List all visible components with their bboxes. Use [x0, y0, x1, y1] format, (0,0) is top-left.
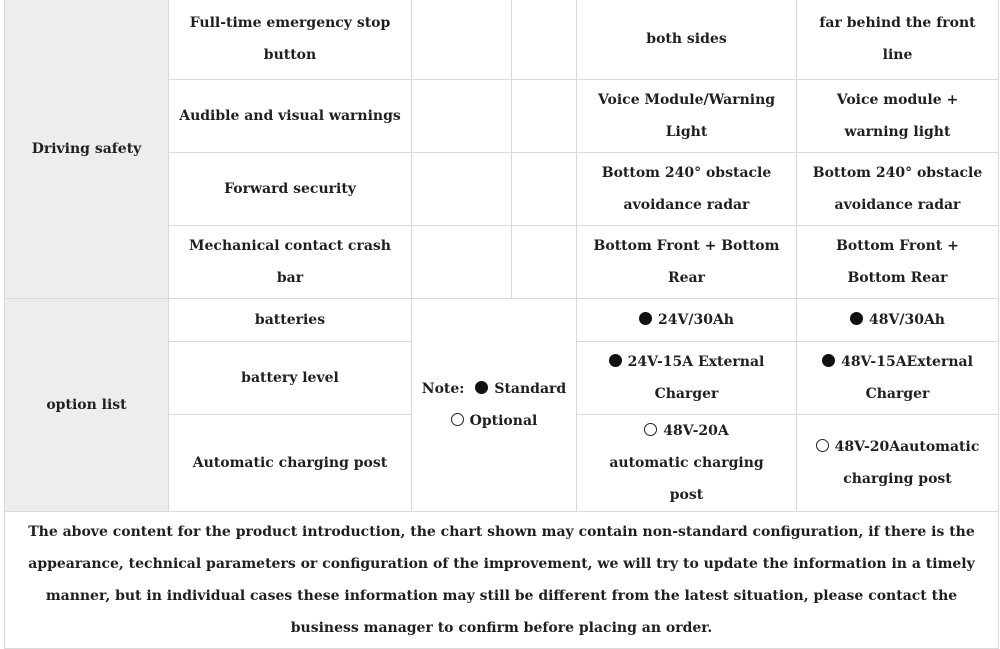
value-cell: Bottom 240° obstacle avoidance radar — [577, 153, 797, 226]
value-cell: Bottom 240° obstacle avoidance radar — [797, 153, 999, 226]
value-cell: Bottom Front + Bottom Rear — [797, 226, 999, 299]
filled-circle-icon — [639, 312, 652, 325]
value-cell — [512, 153, 577, 226]
table-row — [5, 512, 999, 649]
value-text: 24V/30Ah — [658, 312, 734, 328]
value-cell: Voice module + warning light — [797, 80, 999, 153]
filled-circle-icon — [822, 354, 835, 367]
feature-cell: Mechanical contact crash bar — [169, 226, 412, 299]
value-cell — [797, 299, 999, 342]
value-cell — [412, 80, 512, 153]
filled-circle-icon — [609, 354, 622, 367]
legend-standard — [420, 373, 568, 405]
feature-cell: Full-time emergency stop button — [169, 0, 412, 80]
group-label-option-list: option list — [5, 299, 169, 512]
value-text: 48V-20A automatic charging post — [609, 423, 764, 503]
value-cell — [577, 342, 797, 415]
legend-note — [412, 299, 577, 512]
value-cell — [512, 226, 577, 299]
value-text: 48V-15AExternal Charger — [841, 354, 973, 402]
filled-circle-icon — [475, 381, 488, 394]
hollow-circle-icon — [816, 439, 829, 452]
value-cell — [512, 0, 577, 80]
value-cell — [412, 0, 512, 80]
legend-optional — [420, 405, 568, 437]
table-row — [5, 0, 999, 80]
feature-cell: battery level — [169, 342, 412, 415]
value-cell: Voice Module/Warning Light — [577, 80, 797, 153]
legend-prefix: Note: — [421, 381, 465, 397]
spec-table — [4, 0, 999, 649]
group-label-driving-safety: Driving safety — [5, 0, 169, 299]
value-text: 24V-15A External Charger — [627, 354, 765, 402]
value-cell: Bottom Front + Bottom Rear — [577, 226, 797, 299]
hollow-circle-icon — [451, 413, 464, 426]
hollow-circle-icon — [644, 423, 657, 436]
table-row — [5, 299, 999, 342]
feature-cell: Automatic charging post — [169, 415, 412, 512]
value-cell — [797, 342, 999, 415]
value-cell — [512, 80, 577, 153]
value-cell — [577, 299, 797, 342]
value-cell — [412, 226, 512, 299]
value-cell — [577, 415, 797, 512]
feature-cell: Audible and visual warnings — [169, 80, 412, 153]
value-cell — [412, 153, 512, 226]
value-text: 48V-20Aautomatic charging post — [834, 439, 980, 487]
legend-optional-label: Optional — [469, 413, 538, 429]
feature-cell: Forward security — [169, 153, 412, 226]
legend-standard-label: Standard — [494, 381, 567, 397]
footer-notice: The above content for the product introduction, the chart shown may contain non-standard configuration, if there is the appearance, technical parameters or configuration of the improvement, we will try to update the information in a timely manner, but in individual cases these information may still be different from the latest situation, please contact the business manager to confirm before placing an order. — [5, 512, 999, 649]
value-cell — [797, 415, 999, 512]
filled-circle-icon — [850, 312, 863, 325]
feature-cell: batteries — [169, 299, 412, 342]
value-cell: far behind the front line — [797, 0, 999, 80]
value-cell: both sides — [577, 0, 797, 80]
value-text: 48V/30Ah — [869, 312, 945, 328]
